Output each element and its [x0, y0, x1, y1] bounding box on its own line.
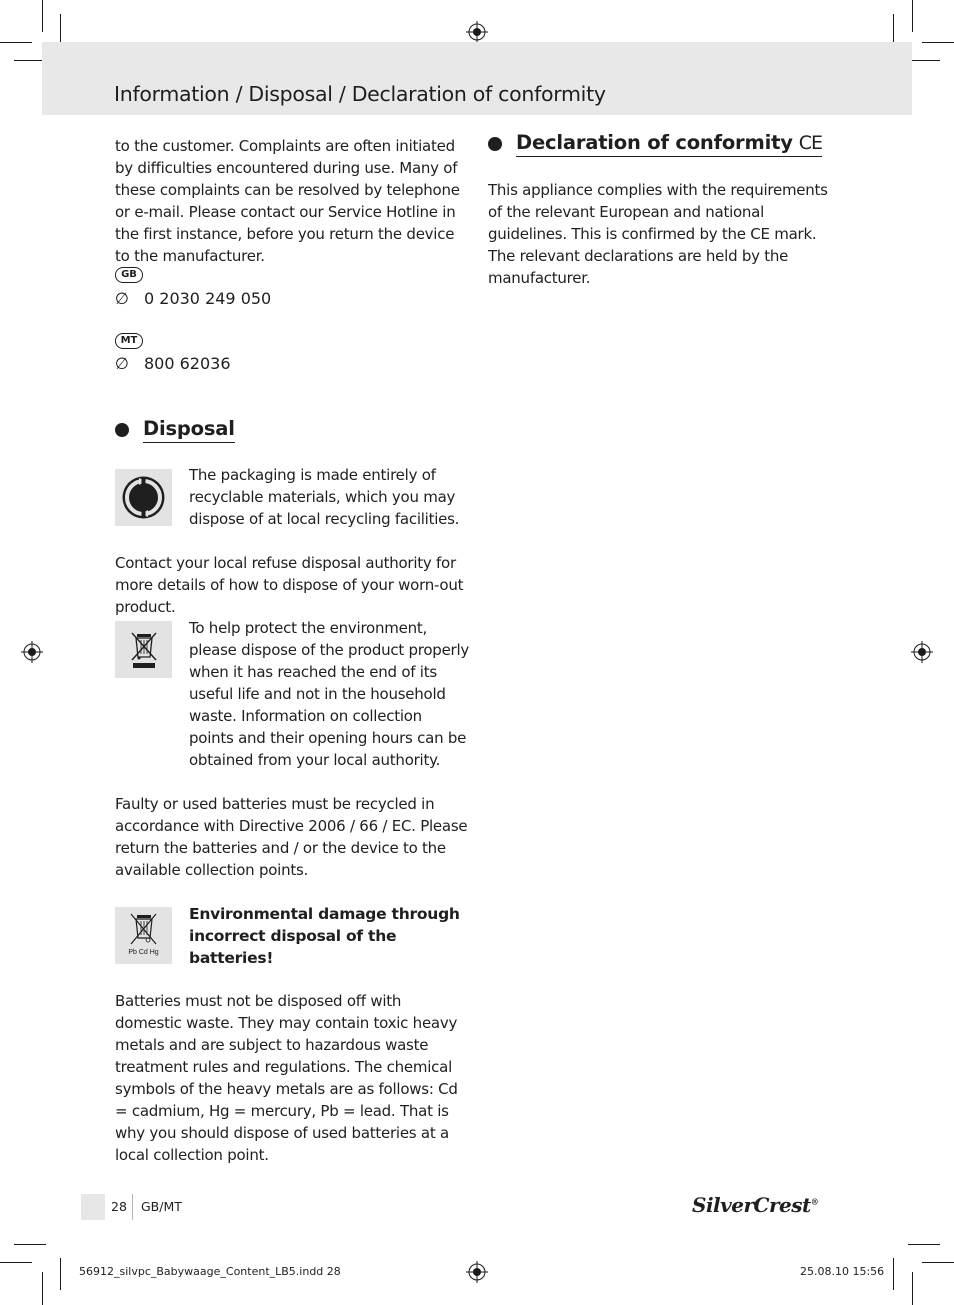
battery-icon-label: Pb Cd Hg — [128, 949, 159, 956]
crop-mark — [60, 1258, 61, 1290]
crop-mark — [42, 1272, 43, 1305]
conformity-heading — [488, 131, 822, 157]
crop-mark — [14, 1244, 46, 1245]
footer-language: GB/MT — [141, 1199, 182, 1214]
bullet-icon — [488, 137, 502, 151]
warning-heading-text: Environmental damage through incorrect disposal of the batteries! — [189, 905, 460, 967]
registration-mark-icon — [466, 1261, 488, 1283]
brand-logo — [692, 1193, 818, 1217]
disposal-heading-label: Disposal — [143, 417, 235, 443]
phone-number: 800 62036 — [144, 354, 231, 373]
contact-text: Contact your local refuse disposal authority for more details of how to dispose of your worn-out product. — [115, 554, 464, 616]
batteries-text: Faulty or used batteries must be recycled in accordance with Directive 2006 / 66 / EC. Please return the batteries and / or the device to the available collection points. — [115, 795, 468, 879]
registration-mark-icon — [911, 641, 933, 663]
brand-name: SilverCrest — [692, 1193, 811, 1217]
weee-text: To help protect the environment, please dispose of the product properly when it has reached the end of its useful life and not in the household waste. Information on collection points and their opening hours can be obtained from your local authority. — [189, 619, 470, 769]
crossed-out-wheelie-bin-icon — [115, 621, 172, 678]
conformity-heading-label — [516, 131, 822, 157]
green-dot-recycling-icon — [115, 469, 172, 526]
intro-paragraph — [115, 135, 470, 267]
crop-mark — [42, 0, 43, 32]
battery-bin-icon — [115, 907, 172, 964]
country-badge-gb: GB — [115, 267, 143, 283]
registration-mark-icon — [466, 21, 488, 43]
crop-mark — [893, 1258, 894, 1290]
country-badge-mt: MT — [115, 333, 143, 349]
crop-mark — [912, 1272, 913, 1305]
packaging-text: The packaging is made entirely of recyclable materials, which you may dispose of at local recycling facilities. — [189, 466, 460, 528]
phone-icon: ∅ — [115, 354, 129, 373]
intro-text: to the customer. Complaints are often initiated by difficulties encountered during use. Many of these complaints can be resolved by telephone or e-mail. Please contact our Service Hotline in the first instance, before you return the device to the manufacturer. — [115, 137, 460, 265]
warning-paragraph — [115, 990, 471, 1166]
ce-mark-icon: CE — [798, 132, 822, 154]
registered-mark: ® — [810, 1196, 819, 1207]
warning-heading — [189, 903, 471, 969]
warning-text: Batteries must not be disposed off with domestic waste. They may contain toxic heavy metals and are subject to hazardous waste treatment rules and regulations. The chemical symbols of the heavy metals are as follows: Cd = cadmium, Hg = mercury, Pb = lead. That is why you should dispose of used batteries at a local collection point. — [115, 992, 458, 1164]
crop-mark — [0, 1262, 32, 1263]
phone-number: 0 2030 249 050 — [144, 289, 272, 308]
crop-mark — [912, 0, 913, 32]
registration-mark-icon — [21, 641, 43, 663]
footer-marker — [81, 1194, 105, 1220]
crop-mark — [0, 42, 32, 43]
footer-divider — [132, 1194, 133, 1220]
conformity-text: This appliance complies with the requirements of the relevant European and national guidelines. This is confirmed by the CE mark. The relevant declarations are held by the manufacturer. — [488, 181, 828, 287]
conformity-heading-text: Declaration of conformity — [516, 131, 793, 154]
phone-icon: ∅ — [115, 289, 129, 308]
hotline-row-gb — [115, 289, 271, 308]
crop-mark — [908, 1244, 940, 1245]
disposal-heading — [115, 417, 235, 443]
page-title: Information / Disposal / Declaration of conformity — [114, 82, 606, 106]
packaging-paragraph — [189, 464, 471, 530]
crop-mark — [922, 42, 954, 43]
bullet-icon — [115, 423, 129, 437]
crop-mark — [908, 60, 940, 61]
slug-timestamp: 25.08.10 15:56 — [800, 1265, 885, 1278]
crop-mark — [922, 1262, 954, 1263]
batteries-paragraph — [115, 793, 471, 881]
conformity-paragraph — [488, 179, 846, 289]
hotline-row-mt — [115, 354, 231, 373]
weee-paragraph — [189, 617, 471, 771]
contact-paragraph — [115, 552, 471, 618]
slug-filename: 56912_silvpc_Babywaage_Content_LB5.indd 28 — [79, 1265, 341, 1278]
page-number: 28 — [111, 1199, 127, 1214]
